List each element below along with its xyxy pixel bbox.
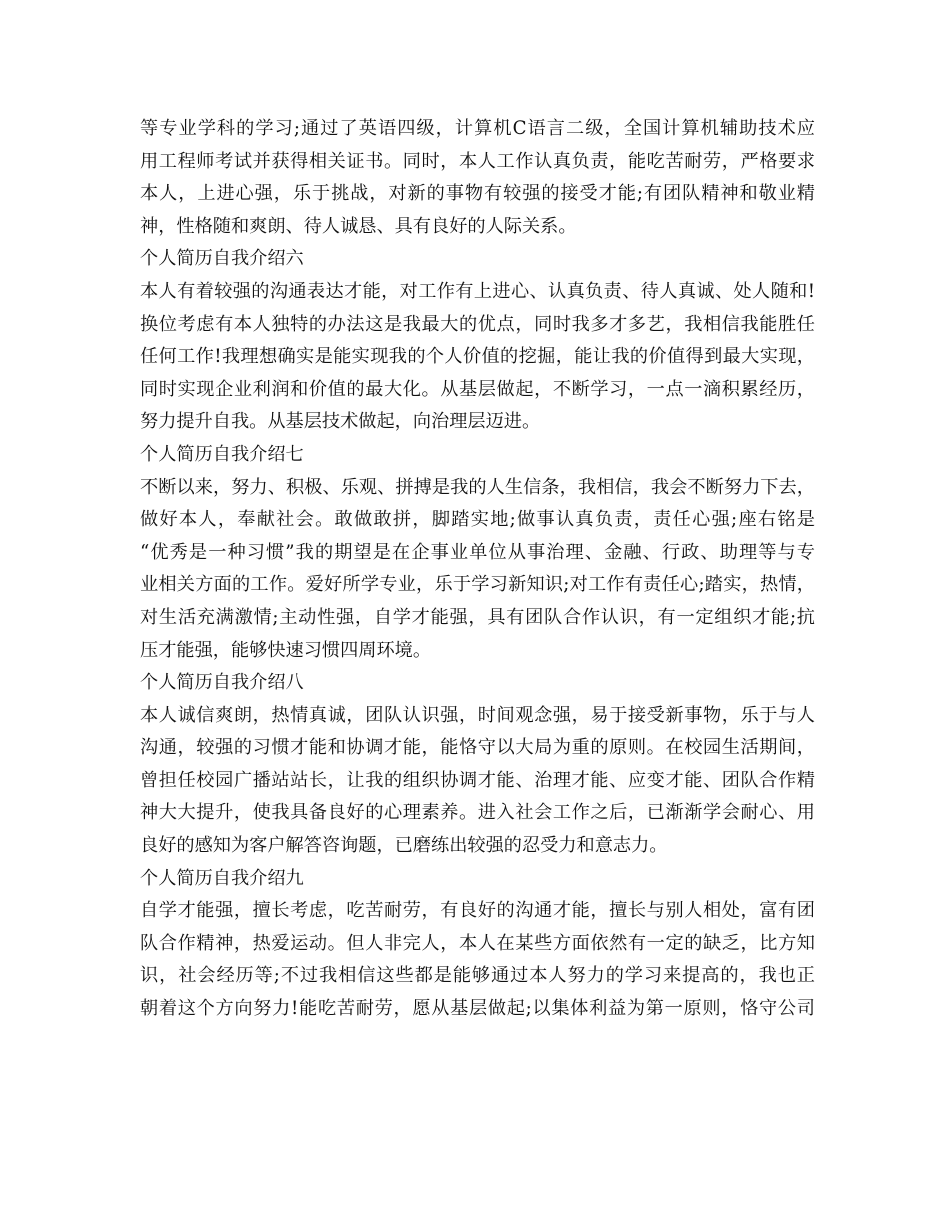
document-body [140,113,815,1026]
text-line: 识，社会经历等;不过我相信这些都是能够通过本人努力的学习来提高的，我也正 [140,965,815,987]
text-line: 本人诚信爽朗，热情真诚，团队认识强，时间观念强，易于接受新事物，乐于与人 [140,704,815,726]
text-line: 努力提升自我。从基层技术做起，向治理层迈进。 [140,411,541,433]
text-line: 对生活充满激情;主动性强，自学才能强，具有团队合作认识，有一定组织才能;抗 [140,606,815,628]
text-line: 神，性格随和爽朗、待人诚恳、具有良好的人际关系。 [140,215,577,237]
text-line: 任何工作!我理想确实是能实现我的个人价值的挖掘，能让我的价值得到最大实现， [140,346,815,368]
section-heading: 个人简历自我介绍八 [140,672,304,694]
text-line: 同时实现企业利润和价值的最大化。从基层做起，不断学习，一点一滴积累经历， [140,378,815,400]
text-line: 本人有着较强的沟通表达才能，对工作有上进心、认真负责、待人真诚、处人随和! [140,280,815,302]
text-line: 用工程师考试并获得相关证书。同时，本人工作认真负责，能吃苦耐劳，严格要求 [140,150,815,172]
text-line: 良好的感知为客户解答咨询题，已磨练出较强的忍受力和意志力。 [140,835,668,857]
text-line: 做好本人，奉献社会。敢做敢拼，脚踏实地;做事认真负责，责任心强;座右铭是 [140,509,815,531]
text-line: 沟通，较强的习惯才能和协调才能，能恪守以大局为重的原则。在校园生活期间， [140,737,815,759]
text-line: 等专业学科的学习;通过了英语四级，计算机C语言二级，全国计算机辅助技术应 [140,118,815,139]
section-heading: 个人简历自我介绍六 [140,248,304,270]
section-heading: 个人简历自我介绍九 [140,867,304,889]
text-line: 压才能强，能够快速习惯四周环境。 [140,639,432,661]
section-heading: 个人简历自我介绍七 [140,443,304,465]
text-line: 本人，上进心强，乐于挑战，对新的事物有较强的接受才能;有团队精神和敬业精 [140,183,815,205]
text-line: 业相关方面的工作。爱好所学专业，乐于学习新知识;对工作有责任心;踏实，热情， [140,574,815,596]
text-line: 曾担任校园广播站站长，让我的组织协调才能、治理才能、应变才能、团队合作精 [140,769,815,791]
text-line: 自学才能强，擅长考虑，吃苦耐劳，有良好的沟通才能，擅长与别人相处，富有团 [140,900,815,922]
text-line: 不断以来，努力、积极、乐观、拼搏是我的人生信条，我相信，我会不断努力下去， [140,476,815,498]
text-line: 神大大提升，使我具备良好的心理素养。进入社会工作之后，已渐渐学会耐心、用 [140,802,815,824]
text-line: 队合作精神，热爱运动。但人非完人，本人在某些方面依然有一定的缺乏，比方知 [140,932,815,954]
text-line: 朝着这个方向努力!能吃苦耐劳，愿从基层做起;以集体利益为第一原则，恪守公司 [140,998,815,1020]
text-line: 换位考虑有本人独特的办法这是我最大的优点，同时我多才多艺，我相信我能胜任 [140,313,815,335]
text-line: “优秀是一种习惯”我的期望是在企事业单位从事治理、金融、行政、助理等与专 [140,541,815,563]
